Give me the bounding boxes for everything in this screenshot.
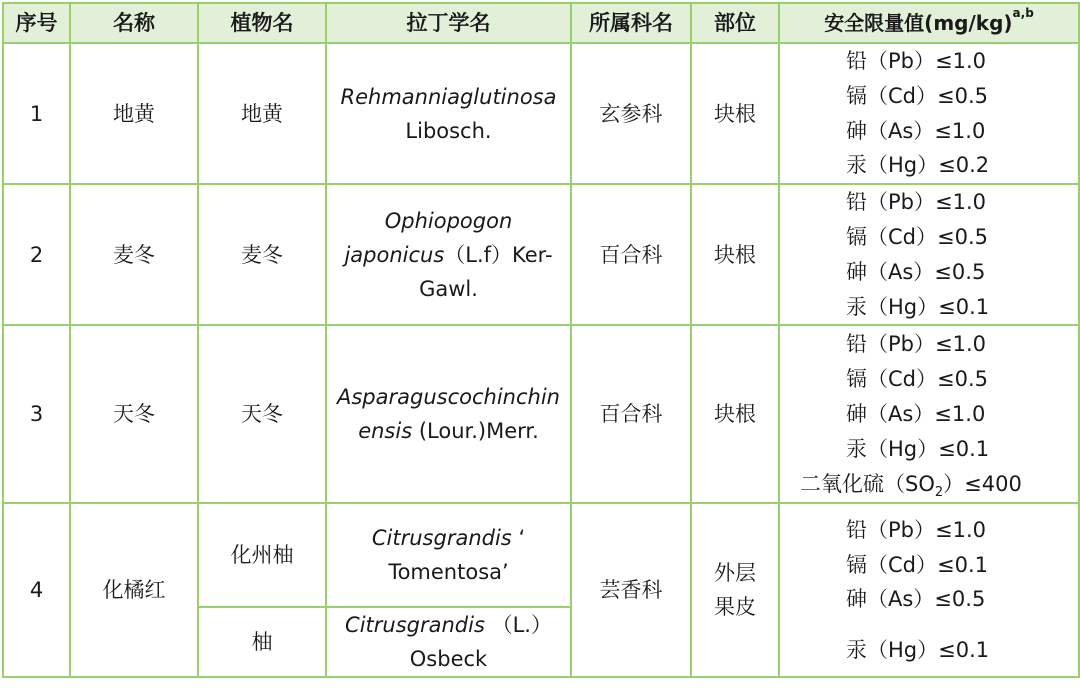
cell-index: 3 xyxy=(3,325,70,503)
latin-italic: japonicus xyxy=(344,242,445,267)
limit-cd: 镉（Cd）≤0.5 xyxy=(846,367,988,392)
latin-italic: Asparaguscochinchin xyxy=(337,385,560,410)
limit-so2 xyxy=(800,467,1074,502)
limit-as: 砷（As）≤0.5 xyxy=(846,259,986,284)
cell-latin xyxy=(326,184,571,325)
so2-pre: 二氧化硫（SO xyxy=(800,471,935,496)
so2-sub: 2 xyxy=(934,484,944,500)
header-plant: 植物名 xyxy=(198,3,326,43)
part-line: 外层 xyxy=(714,561,756,586)
cell-family: 百合科 xyxy=(571,184,691,325)
latin-rest: Gawl. xyxy=(419,276,478,301)
header-limit-label: 安全限量值(mg/kg) xyxy=(824,11,1013,35)
herb-safety-table xyxy=(2,2,1080,678)
limit-pb: 铅（Pb）≤1.0 xyxy=(846,190,986,215)
cell-part: 块根 xyxy=(691,325,779,503)
limit-cd: 镉（Cd）≤0.1 xyxy=(846,552,988,577)
cell-limits xyxy=(779,184,1079,325)
latin-rest: Libosch. xyxy=(405,118,492,143)
cell-latin xyxy=(326,503,571,607)
latin-italic: Citrusgrandis xyxy=(345,613,485,638)
latin-rest: （L.f）Ker- xyxy=(444,242,553,267)
cell-latin xyxy=(326,43,571,184)
limit-as: 砷（As）≤1.0 xyxy=(846,401,986,426)
cell-plant: 天冬 xyxy=(198,325,326,503)
cell-limits xyxy=(779,325,1079,503)
table-row xyxy=(3,184,1079,325)
cell-index: 4 xyxy=(3,503,70,677)
header-index: 序号 xyxy=(3,3,70,43)
cell-name: 麦冬 xyxy=(70,184,198,325)
cell-plant: 地黄 xyxy=(198,43,326,184)
header-row xyxy=(3,3,1079,43)
header-limit xyxy=(779,3,1079,43)
header-family: 所属科名 xyxy=(571,3,691,43)
cell-family: 芸香科 xyxy=(571,503,691,677)
cell-name: 化橘红 xyxy=(70,503,198,677)
cell-index: 2 xyxy=(3,184,70,325)
limit-hg: 汞（Hg）≤0.1 xyxy=(846,436,990,461)
cell-latin xyxy=(326,325,571,503)
cell-plant: 化州柚 xyxy=(198,503,326,607)
header-part: 部位 xyxy=(691,3,779,43)
header-latin: 拉丁学名 xyxy=(326,3,571,43)
limit-hg: 汞（Hg）≤0.1 xyxy=(846,294,990,319)
limit-pb: 铅（Pb）≤1.0 xyxy=(846,49,986,73)
table-row xyxy=(3,503,1079,607)
cell-plant: 麦冬 xyxy=(198,184,326,325)
latin-italic: Ophiopogon xyxy=(384,208,513,233)
header-limit-sup: a,b xyxy=(1012,6,1034,20)
cell-name: 天冬 xyxy=(70,325,198,503)
latin-italic: ensis xyxy=(358,419,413,444)
part-line: 果皮 xyxy=(714,595,756,620)
latin-italic: Rehmanniaglutinosa xyxy=(340,84,557,109)
latin-italic: Citrusgrandis xyxy=(371,526,512,551)
limit-pb: 铅（Pb）≤1.0 xyxy=(846,517,986,542)
cell-latin xyxy=(326,607,571,677)
limit-hg: 汞（Hg）≤0.2 xyxy=(846,153,990,178)
limit-as: 砷（As）≤1.0 xyxy=(846,118,986,143)
cell-limits xyxy=(779,43,1079,184)
latin-rest: Tomentosa’ xyxy=(388,560,509,585)
latin-rest: (Lour.)Merr. xyxy=(418,419,539,444)
latin-rest: （L.） xyxy=(491,613,552,638)
cell-name: 地黄 xyxy=(70,43,198,184)
limit-cd: 镉（Cd）≤0.5 xyxy=(846,83,988,108)
cell-plant: 柚 xyxy=(198,607,326,677)
latin-rest: Osbeck xyxy=(409,647,488,672)
limit-as: 砷（As）≤0.5 xyxy=(846,587,986,612)
limit-pb: 铅（Pb）≤1.0 xyxy=(846,332,986,357)
cell-family: 玄参科 xyxy=(571,43,691,184)
cell-family: 百合科 xyxy=(571,325,691,503)
latin-rest: ‘ xyxy=(518,526,526,551)
so2-post: ）≤400 xyxy=(943,471,1022,496)
table-row xyxy=(3,43,1079,184)
limit-cd: 镉（Cd）≤0.5 xyxy=(846,224,988,249)
cell-part xyxy=(691,503,779,677)
cell-index: 1 xyxy=(3,43,70,184)
cell-part: 块根 xyxy=(691,184,779,325)
cell-limits xyxy=(779,503,1079,677)
header-name: 名称 xyxy=(70,3,198,43)
limit-hg: 汞（Hg）≤0.1 xyxy=(846,638,990,663)
table-row xyxy=(3,325,1079,503)
cell-part: 块根 xyxy=(691,43,779,184)
